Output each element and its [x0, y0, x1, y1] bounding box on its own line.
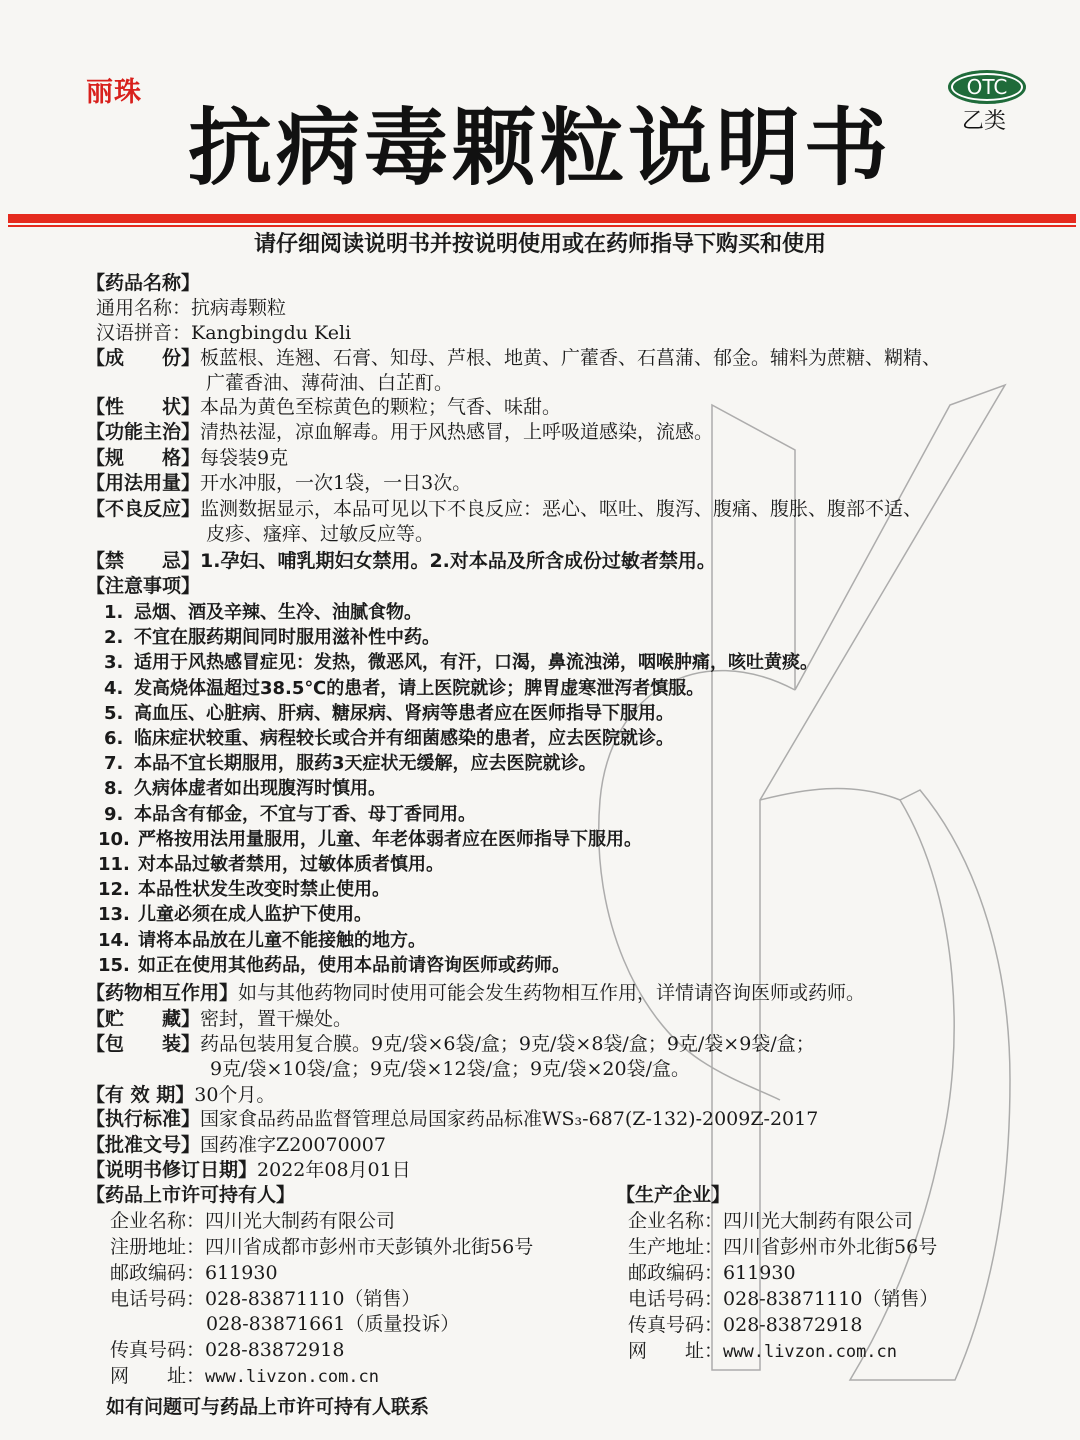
precaution-item — [104, 650, 818, 675]
precaution-item — [98, 877, 390, 902]
holder-heading: 【药品上市许可持有人】 — [86, 1184, 296, 1206]
precaution-number: 3. — [104, 652, 124, 674]
precaution-text: 临床症状较重、病程较长或合并有细菌感染的患者，应去医院就诊。 — [134, 728, 674, 749]
precaution-item — [104, 701, 674, 726]
precaution-number: 15. — [98, 954, 130, 976]
brand-logo: 丽珠 — [86, 77, 142, 108]
precaution-item — [98, 902, 372, 927]
precaution-item — [104, 726, 674, 751]
precaution-item — [104, 600, 422, 625]
precaution-number: 9. — [104, 803, 124, 825]
precaution-number: 8. — [104, 778, 124, 800]
storage-row: 【贮 藏】密封，置干燥处。 — [86, 1008, 353, 1030]
precaution-number: 4. — [104, 677, 124, 699]
precaution-number: 13. — [98, 904, 130, 926]
package-row-cont: 9克/袋×10袋/盒；9克/袋×12袋/盒；9克/袋×20袋/盒。 — [210, 1058, 690, 1080]
manufacturer-phone: 电话号码：028-83871110（销售） — [628, 1288, 939, 1310]
precaution-text: 适用于风热感冒症见：发热，微恶风，有汗，口渴，鼻流浊涕，咽喉肿痛，咳吐黄痰。 — [134, 652, 818, 674]
manufacturer-website: 网 址：www.livzon.com.cn — [628, 1340, 898, 1362]
manufacturer-company: 企业名称：四川光大制药有限公司 — [628, 1210, 914, 1232]
holder-phone-2: 028-83871661（质量投诉） — [206, 1313, 460, 1335]
approval-row: 【批准文号】国药准字Z20070007 — [86, 1134, 386, 1156]
precaution-text: 久病体虚者如出现腹泻时慎用。 — [134, 778, 386, 800]
adverse-row-cont: 皮疹、瘙痒、过敏反应等。 — [206, 523, 435, 545]
precaution-text: 儿童必须在成人监护下使用。 — [138, 904, 372, 926]
manufacturer-address: 生产地址：四川省彭州市外北街56号 — [628, 1236, 938, 1258]
indications-row: 【功能主治】清热祛湿，凉血解毒。用于风热感冒，上呼吸道感染，流感。 — [86, 421, 714, 443]
precaution-number: 1. — [104, 602, 124, 623]
contraindications-row: 【禁 忌】1.孕妇、哺乳期妇女禁用。2.对本品及所含成份过敏者禁用。 — [86, 550, 716, 572]
precaution-text: 发高烧体温超过38.5℃的患者，请上医院就诊；脾胃虚寒泄泻者慎服。 — [134, 677, 705, 699]
interactions-row: 【药物相互作用】如与其他药物同时使用可能会发生药物相互作用，详情请咨询医师或药师。 — [86, 982, 866, 1004]
manufacturer-heading: 【生产企业】 — [616, 1184, 731, 1206]
holder-company: 企业名称：四川光大制药有限公司 — [110, 1210, 396, 1232]
holder-address: 注册地址：四川省成都市彭州市天彭镇外北街56号 — [110, 1236, 534, 1258]
generic-name-row: 通用名称：抗病毒颗粒 — [96, 297, 287, 319]
precaution-text: 对本品过敏者禁用，过敏体质者慎用。 — [138, 854, 444, 875]
holder-website: 网 址：www.livzon.com.cn — [110, 1365, 380, 1387]
composition-row-cont: 广藿香油、薄荷油、白芷酊。 — [206, 372, 454, 394]
holder-zip: 邮政编码：611930 — [110, 1262, 278, 1284]
drug-name-heading: 【药品名称】 — [86, 272, 201, 294]
specification-row: 【规 格】每袋装9克 — [86, 447, 289, 469]
page-title: 抗病毒颗粒说明书 — [187, 99, 892, 197]
revision-row: 【说明书修订日期】2022年08月01日 — [86, 1159, 411, 1181]
precaution-text: 本品不宜长期服用，服药3天症状无缓解，应去医院就诊。 — [134, 753, 597, 775]
precaution-text: 忌烟、酒及辛辣、生冷、油腻食物。 — [134, 602, 422, 623]
precaution-item — [104, 676, 704, 701]
otc-badge: OTC — [948, 70, 1026, 104]
dosage-row: 【用法用量】开水冲服，一次1袋，一日3次。 — [86, 472, 472, 494]
title-divider-thin — [8, 225, 1076, 227]
precaution-number: 14. — [98, 929, 130, 951]
standard-row: 【执行标准】国家食品药品监督管理总局国家药品标准WS₃-687(Z-132)-2009Z-2017 — [86, 1108, 819, 1130]
precaution-item — [104, 751, 597, 776]
precaution-item — [104, 802, 476, 827]
precaution-text: 不宜在服药期间同时服用滋补性中药。 — [134, 627, 440, 649]
precaution-text: 本品性状发生改变时禁止使用。 — [138, 879, 390, 901]
manufacturer-fax: 传真号码：028-83872918 — [628, 1314, 863, 1336]
precaution-number: 6. — [104, 728, 124, 749]
precaution-text: 高血压、心脏病、肝病、糖尿病、肾病等患者应在医师指导下服用。 — [134, 702, 674, 724]
adverse-row: 【不良反应】监测数据显示，本品可见以下不良反应：恶心、呕吐、腹泻、腹痛、腹胀、腹部不适、 — [86, 498, 923, 520]
footer-note: 如有问题可与药品上市许可持有人联系 — [106, 1396, 430, 1418]
precaution-number: 5. — [104, 702, 124, 724]
precaution-item — [98, 852, 444, 877]
validity-row: 【有 效 期】30个月。 — [86, 1084, 276, 1106]
manufacturer-zip: 邮政编码：611930 — [628, 1262, 796, 1284]
precaution-item — [98, 827, 642, 852]
precaution-item — [104, 625, 440, 650]
precautions-heading: 【注意事项】 — [86, 575, 201, 597]
usage-notice: 请仔细阅读说明书并按说明使用或在药师指导下购买和使用 — [253, 232, 826, 257]
precaution-text: 本品含有郁金，不宜与丁香、母丁香同用。 — [134, 803, 476, 825]
precaution-number: 12. — [98, 879, 130, 901]
pinyin-row: 汉语拼音：Kangbingdu Keli — [96, 322, 352, 344]
package-row: 【包 装】药品包装用复合膜。9克/袋×6袋/盒；9克/袋×8袋/盒；9克/袋×9袋/盒； — [86, 1033, 815, 1055]
precaution-number: 10. — [98, 828, 130, 850]
properties-row: 【性 状】本品为黄色至棕黄色的颗粒；气香、味甜。 — [86, 396, 562, 418]
precaution-number: 7. — [104, 753, 124, 775]
holder-fax: 传真号码：028-83872918 — [110, 1339, 345, 1361]
precaution-text: 请将本品放在儿童不能接触的地方。 — [138, 929, 426, 951]
precaution-item — [98, 928, 426, 953]
precaution-item — [104, 776, 386, 801]
precaution-text: 严格按用法用量服用，儿童、年老体弱者应在医师指导下服用。 — [138, 828, 642, 850]
precaution-number: 2. — [104, 627, 124, 649]
precaution-number: 11. — [98, 854, 130, 875]
precaution-text: 如正在使用其他药品，使用本品前请咨询医师或药师。 — [138, 954, 570, 976]
otc-category: 乙类 — [962, 109, 1007, 134]
holder-phone: 电话号码：028-83871110（销售） — [110, 1288, 421, 1310]
precaution-item — [98, 953, 570, 978]
title-divider — [8, 214, 1076, 223]
composition-row: 【成 份】板蓝根、连翘、石膏、知母、芦根、地黄、广藿香、石菖蒲、郁金。辅料为蔗糖、糊精、 — [86, 347, 942, 369]
